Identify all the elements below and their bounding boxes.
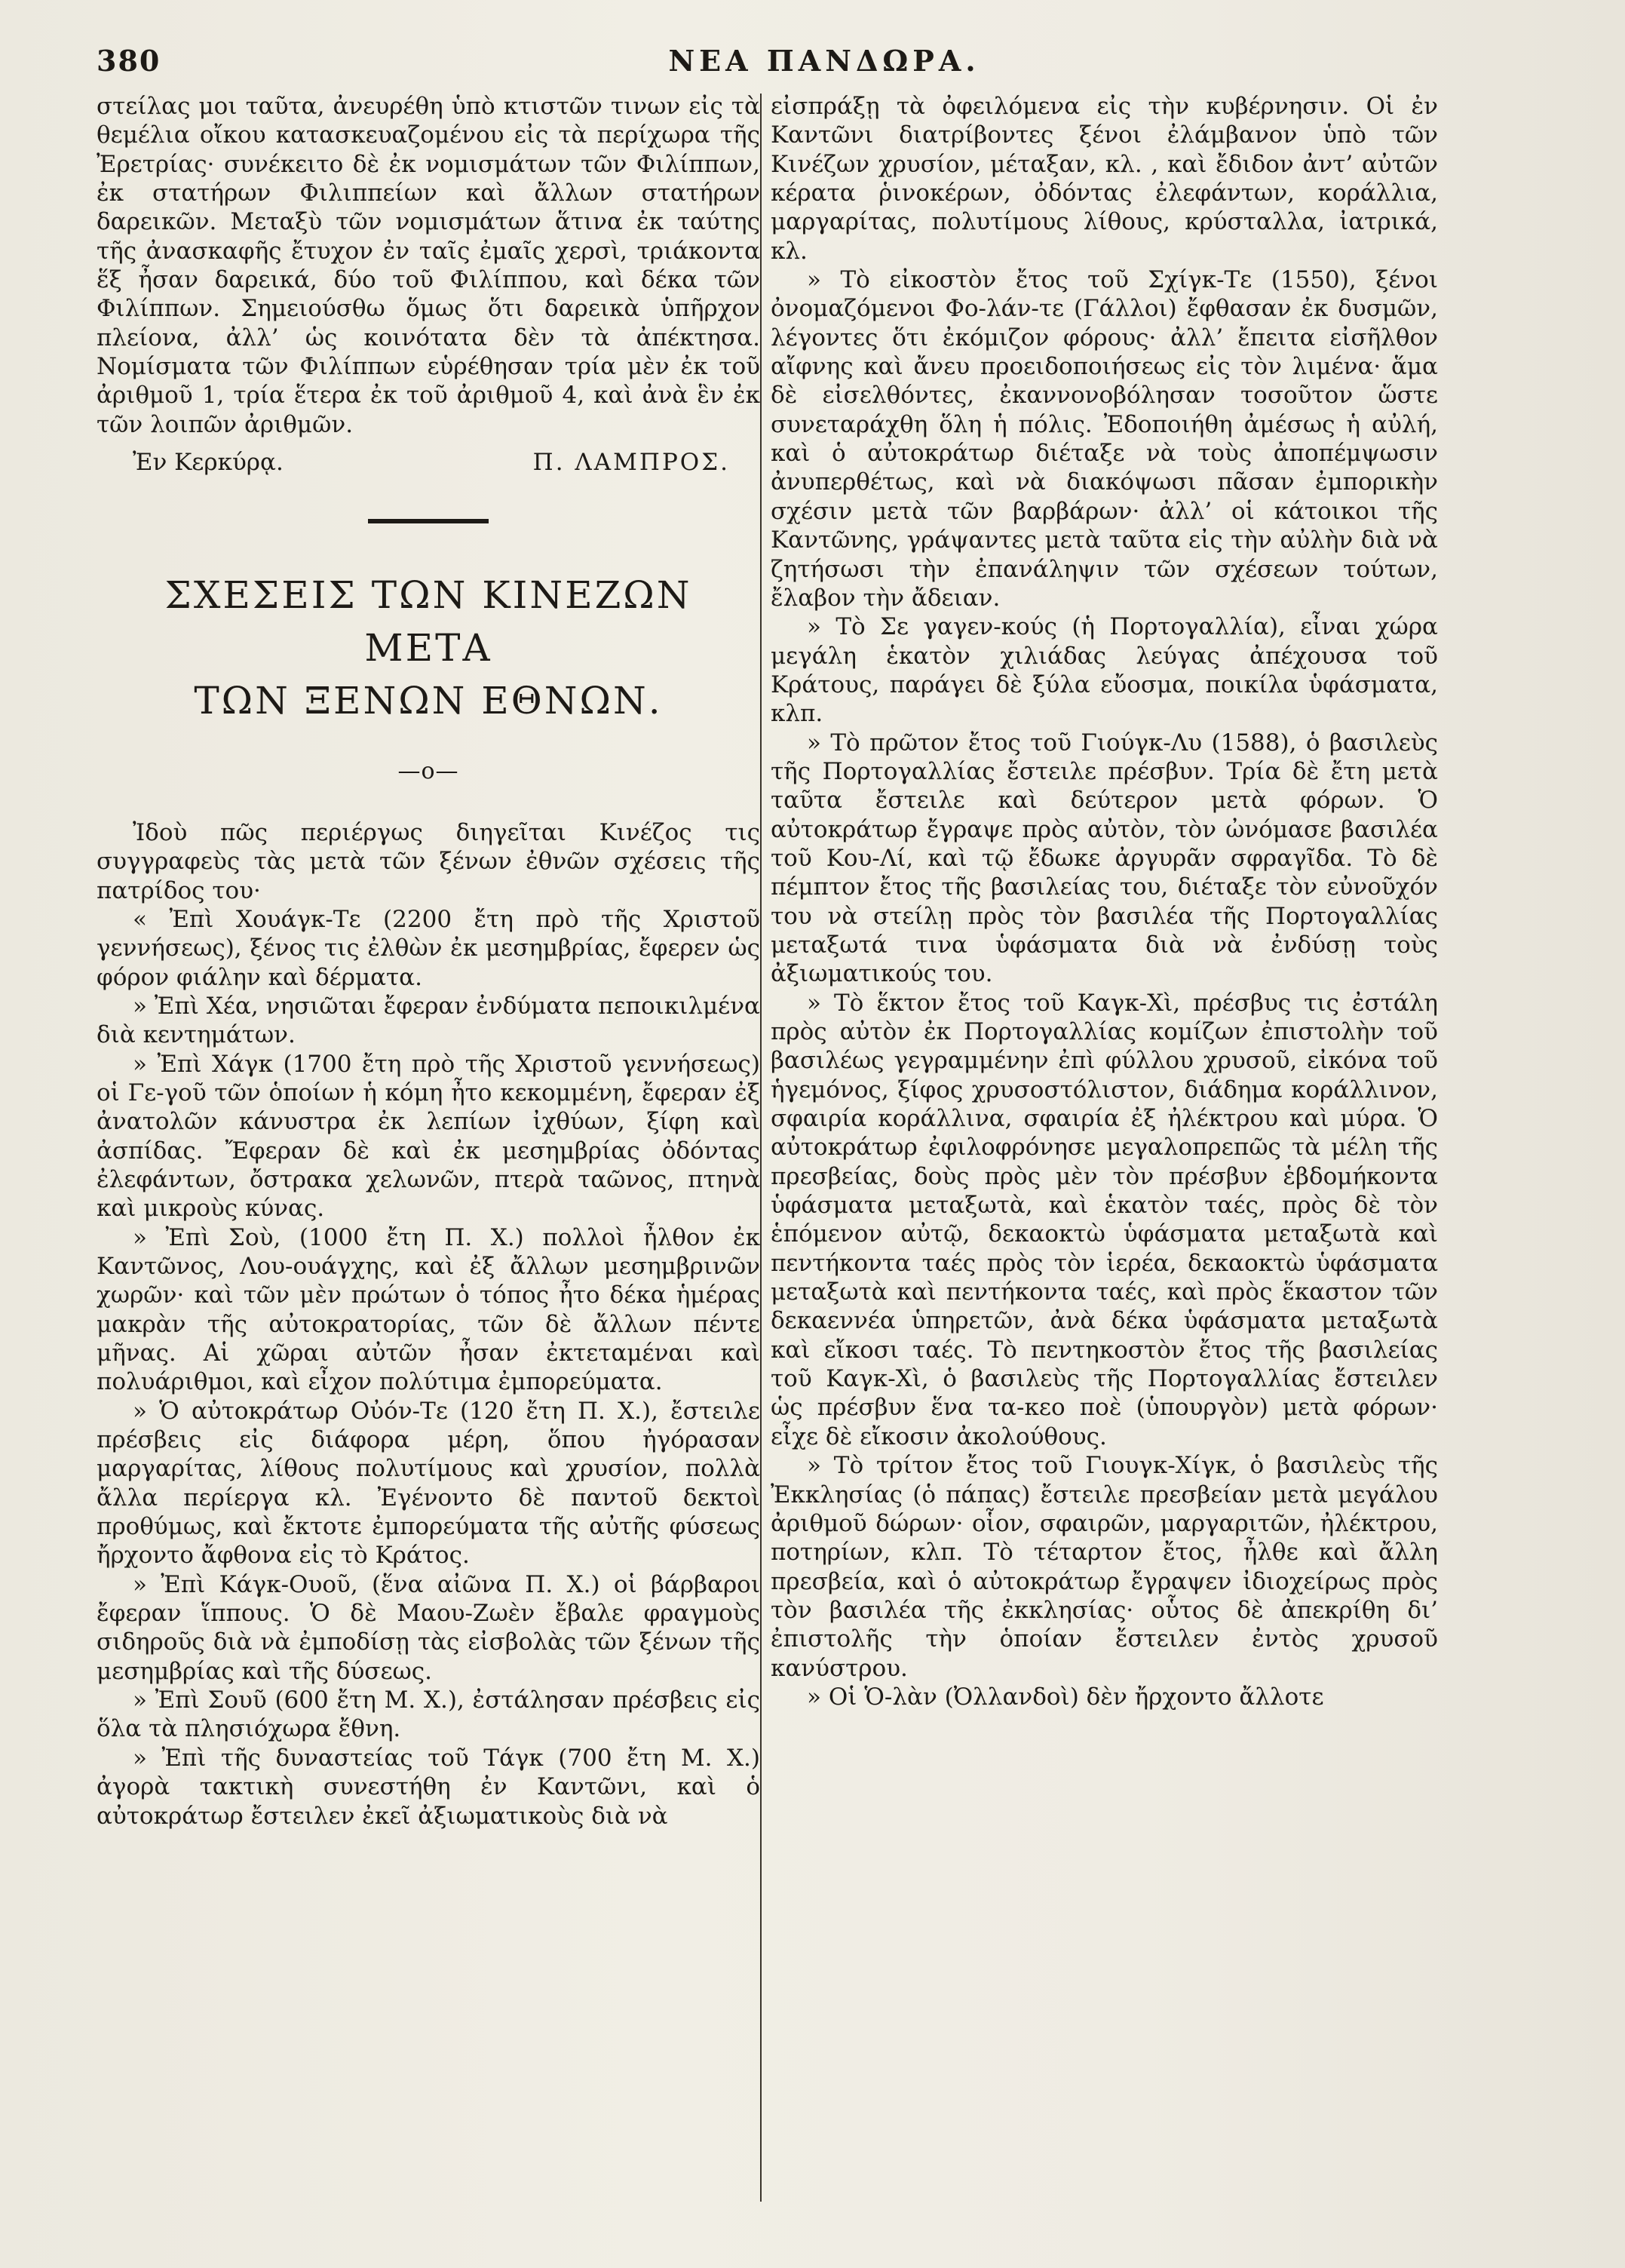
paragraph: » Ἐπὶ Χάγκ (1700 ἔτη πρὸ τῆς Χριστοῦ γεννήσεως) οἱ Γε-γοῦ τῶν ὁποίων ἡ κόμη ἦτο κεκομμένη, ἔφεραν ἐξ ἀνατολῶν κάνυστρα ἐκ λεπίων ἰχθύων, ξίφη καὶ ἀσπίδας. Ἔφεραν δὲ καὶ ἐκ μεσημβρίας ὀδόντας ἐλεφάντων, ὄστρακα χελωνῶν, πτερὰ ταῶνος, πτηνὰ καὶ μικροὺς κύνας. xyxy=(97,1050,760,1223)
paragraph: » Ἐπὶ Κάγκ-Ουοῦ, (ἕνα αἰῶνα Π. Χ.) οἱ βάρβαροι ἔφεραν ἵππους. Ὁ δὲ Μαου-Ζωὲν ἔβαλε φραγμοὺς σιδηροῦς διὰ νὰ ἐμποδίσῃ τὰς εἰσβολὰς τῶν ξένων τῆς μεσημβρίας καὶ τῆς δύσεως. xyxy=(97,1570,760,1685)
column-divider xyxy=(760,94,762,2202)
signature-author: Π. ΛΑΜΠΡΟΣ. xyxy=(532,449,730,477)
paragraph: » Οἱ Ὁ-λὰν (Ὀλλανδοὶ) δὲν ἤρχοντο ἄλλοτε xyxy=(807,1683,1324,1711)
article-title xyxy=(97,569,760,727)
paragraph: » Τὸ πρῶτον ἔτος τοῦ Γιούγκ-Λυ (1588), ὁ βασιλεὺς τῆς Πορτογαλλίας ἔστειλε πρέσβυν. Τρία δὲ ἔτη μετὰ ταῦτα ἔστειλε καὶ δεύτερον μετὰ φόρων. Ὁ αὐτοκράτωρ ἔγραψε πρὸς αὐτὸν, τὸν ὠνόμασε βασιλέα τοῦ Κου-Λί, καὶ τῷ ἔδωκε ἀργυρᾶν σφραγῖδα. Τὸ δὲ πέμπτον ἔτος τῆς βασιλείας του, διέταξε τὸν εὐνοῦχόν του νὰ στείλῃ πρὸς τὸν βασιλέα τῆς Πορτογαλλίας μεταξωτά τινα ὑφάσματα διὰ νὰ ἐνδύσῃ τοὺς ἀξιωματικούς του. xyxy=(771,729,1438,988)
page-number: 380 xyxy=(97,44,161,78)
paragraph: » Τὸ εἰκοστὸν ἔτος τοῦ Σχίγκ-Τε (1550), ξένοι ὀνομαζόμενοι Φο-λάν-τε (Γάλλοι) ἔφθασαν ἐκ δυσμῶν, λέγοντες ὅτι ἐκόμιζον φόρους· ἀλλ’ ἔπειτα εἰσῆλθον αἴφνης καὶ ἄνευ προειδοποιήσεως εἰς τὸν λιμένα· ἅμα δὲ εἰσελθόντες, ἐκαννονοβόλησαν τοσοῦτον ὥστε συνεταράχθη ὅλη ἡ πόλις. Ἐδοποιήθη ἀμέσως ἡ αὐλή, καὶ ὁ αὐτοκράτωρ διέταξε νὰ τοὺς ἀποπέμψωσιν ἀνυπερθέτως, καὶ νὰ διακόψωσι πᾶσαν ἐμπορικὴν σχέσιν μετὰ τῶν βαρβάρων· ἀλλ’ οἱ κάτοικοι τῆς Καντῶνης, γράψαντες μετὰ ταῦτα εἰς τὴν αὐλὴν διὰ νὰ ζητήσωσι τὴν ἐπανάληψιν τῶν σχέσεων τούτων, ἔλαβον τὴν ἄδειαν. xyxy=(771,266,1438,612)
title-ornament: —o— xyxy=(397,758,459,785)
article-title-line-2: ΤΩΝ ΞΕΝΩΝ ΕΘΝΩΝ. xyxy=(194,679,663,723)
previous-article-ending: στείλας μοι ταῦτα, ἀνευρέθη ὑπὸ κτιστῶν τινων εἰς τὰ θεμέλια οἴκου κατασκευαζομένου εἰς τὰ περίχωρα τῆς Ἐρετρίας· συνέκειτο δὲ ἐκ νομισμάτων τῶν Φιλίππων, ἐκ στατήρων Φιλιππείων καὶ ἄλλων στατήρων δαρεικῶν. Μεταξὺ τῶν νομισμάτων ἅτινα ἐκ ταύτης τῆς ἀνασκαφῆς ἔτυχον ἐν ταῖς ἐμαῖς χερσὶ, τριάκοντα ἕξ ἦσαν δαρεικά, δύο τοῦ Φιλίππου, καὶ δέκα τῶν Φιλίππων. Σημειούσθω ὅμως ὅτι δαρεικὰ ὑπῆρχον πλείονα, ἀλλ’ ὡς κοινότατα δὲν τὰ ἀπέκτησα. Νομίσματα τῶν Φιλίππων εὑρέθησαν τρία μὲν ἐκ τοῦ ἀριθμοῦ 1, τρία ἕτερα ἐκ τοῦ ἀριθμοῦ 4, καὶ ἀνὰ ἓν ἐκ τῶν λοιπῶν ἀριθμῶν. xyxy=(97,93,760,438)
paragraph: Ἰδοὺ πῶς περιέργως διηγεῖται Κινέζος τις συγγραφεὺς τὰς μετὰ τῶν ξένων ἐθνῶν σχέσεις τῆς πατρίδος του· xyxy=(97,818,760,904)
paragraph: » Τὸ Σε γαγεν-κούς (ἡ Πορτογαλλία), εἶναι χώρα μεγάλη ἑκατὸν χιλιάδας λεύγας ἀπέχουσα τοῦ Κράτους, παράγει δὲ ξύλα εὔοσμα, ποικίλα ὑφάσματα, κλπ. xyxy=(771,613,1438,728)
article-signature xyxy=(97,448,760,477)
paragraph: » Τὸ ἕκτον ἔτος τοῦ Καγκ-Χὶ, πρέσβυς τις ἐστάλη πρὸς αὐτὸν ἐκ Πορτογαλλίας κομίζων ἐπιστολὴν τοῦ βασιλέως γεγραμμένην ἐπὶ φύλλου χρυσοῦ, εἰκόνα τοῦ ἡγεμόνος, ξίφος χρυσοστόλιστον, διάδημα κοράλλινον, σφαιρία κοράλλινα, σφαιρία ἐξ ἠλέκτρου καὶ μύρα. Ὁ αὐτοκράτωρ ἐφιλοφρόνησε μεγαλοπρεπῶς τὰ μέλη τῆς πρεσβείας, δοὺς πρὸς μὲν τὸν πρέσβυν ἑβδομήκοντα ὑφάσματα μεταξωτὰ, καὶ ἑκατὸν ταές, πρὸς δὲ τὸν ἑπόμενον αὐτῷ, δεκαοκτὼ ὑφάσματα μεταξωτὰ καὶ πεντήκοντα ταές πρὸς τὸν ἱερέα, δεκαοκτὼ ὑφάσματα μεταξωτὰ καὶ πεντήκοντα ταές, καὶ πρὸς ἕκαστον τῶν δεκαεννέα ὑπηρετῶν, ἀνὰ δέκα ὑφάσματα μεταξωτὰ καὶ εἴκοσι ταές. Τὸ πεντηκοστὸν ἔτος τῆς βασιλείας τοῦ Καγκ-Χὶ, ὁ βασιλεὺς τῆς Πορτογαλλίας ἔστειλεν ὡς πρέσβυν ἕνα τα-κεο ποὲ (ὑπουργὸν) μετὰ φόρων· εἶχε δὲ εἴκοσιν ἀκολούθους. xyxy=(771,989,1438,1450)
left-column xyxy=(97,92,760,1831)
continued-paragraph: εἰσπράξῃ τὰ ὀφειλόμενα εἰς τὴν κυβέρνησιν. Οἱ ἐν Καντῶνι διατρίβοντες ξένοι ἐλάμβανον ὑπὸ τῶν Κινέζων χρυσίον, μέταξαν, κλ. , καὶ ἔδιδον ἀντ’ αὐτῶν κέρατα ῥινοκέρων, ὀδόντας ἐλεφάντων, κοράλλια, μαργαρίτας, πολυτίμους λίθους, κρύσταλλα, ἰατρικά, κλ. xyxy=(771,93,1438,265)
paragraph: » Ἐπὶ τῆς δυναστείας τοῦ Τάγκ (700 ἔτη Μ. Χ.) ἀγορὰ τακτικὴ συνεστήθη ἐν Καντῶνι, καὶ ὁ αὐτοκράτωρ ἔστειλεν ἐκεῖ ἀξιωματικοὺς διὰ νὰ xyxy=(97,1744,760,1830)
right-column xyxy=(771,92,1438,1711)
article-separator-rule xyxy=(368,519,489,523)
paragraph: » Ὁ αὐτοκράτωρ Οὐόν-Τε (120 ἔτη Π. Χ.), ἔστειλε πρέσβεις εἰς διάφορα μέρη, ὅπου ἠγόρασαν μαργαρίτας, λίθους πολυτίμους καὶ χρυσίον, πολλὰ ἄλλα περίεργα κλ. Ἐγένοντο δὲ παντοῦ δεκτοὶ προθύμως, καὶ ἔκτοτε ἐμπορεύματα τῆς αὐτῆς φύσεως ἤρχοντο ἄφθονα εἰς τὸ Κράτος. xyxy=(97,1397,760,1570)
paragraph: » Ἐπὶ Χέα, νησιῶται ἔφεραν ἐνδύματα πεποικιλμένα διὰ κεντημάτων. xyxy=(97,992,760,1049)
article-title-line-1: ΣΧΕΣΕΙΣ ΤΩΝ ΚΙΝΕΖΩΝ ΜΕΤΑ xyxy=(164,573,692,671)
paragraph: » Ἐπὶ Σουῦ (600 ἔτη Μ. Χ.), ἐστάλησαν πρέσβεις εἰς ὅλα τὰ πλησιόχωρα ἔθνη. xyxy=(97,1686,760,1743)
paragraph: » Ἐπὶ Σοὺ, (1000 ἔτη Π. Χ.) πολλοὶ ἦλθον ἐκ Καντῶνος, Λου-ουάγχης, καὶ ἐξ ἄλλων μεσημβρινῶν χωρῶν· καὶ τῶν μὲν πρώτων ὁ τόπος ἦτο δέκα ἡμέρας μακρὰν τῆς αὐτοκρατορίας, τῶν δὲ ἄλλων πέντε μῆνας. Αἱ χῶραι αὐτῶν ἦσαν ἐκτεταμέναι καὶ πολυάριθμοι, καὶ εἶχον πολύτιμα ἐμπορεύματα. xyxy=(97,1223,760,1396)
signature-place: Ἐν Κερκύρᾳ. xyxy=(133,449,284,477)
paragraph: « Ἐπὶ Χουάγκ-Τε (2200 ἔτη πρὸ τῆς Χριστοῦ γεννήσεως), ξένος τις ἐλθὼν ἐκ μεσημβρίας, ἔφερεν ὡς φόρον φιάλην καὶ δέρματα. xyxy=(97,905,760,991)
running-title: ΝΕΑ ΠΑΝΔΩΡΑ. xyxy=(668,44,980,78)
paragraph: » Τὸ τρίτον ἔτος τοῦ Γιουγκ-Χίγκ, ὁ βασιλεὺς τῆς Ἐκκλησίας (ὁ πάπας) ἔστειλε πρεσβείαν μετὰ μεγάλου ἀριθμοῦ δώρων· οἷον, σφαιρῶν, μαργαριτῶν, ἠλέκτρου, ποτηρίων, κλπ. Τὸ τέταρτον ἔτος, ἦλθε καὶ ἄλλη πρεσβεία, καὶ ὁ αὐτοκράτωρ ἔγραψεν ἰδιοχείρως πρὸς τὸν βασιλέα τῆς ἐκκλησίας· οὗτος δὲ ἀπεκρίθη δι’ ἐπιστολῆς τὴν ὁποίαν ἔστειλεν ἐντὸς χρυσοῦ κανύστρου. xyxy=(771,1452,1438,1682)
page-header xyxy=(97,44,1552,81)
